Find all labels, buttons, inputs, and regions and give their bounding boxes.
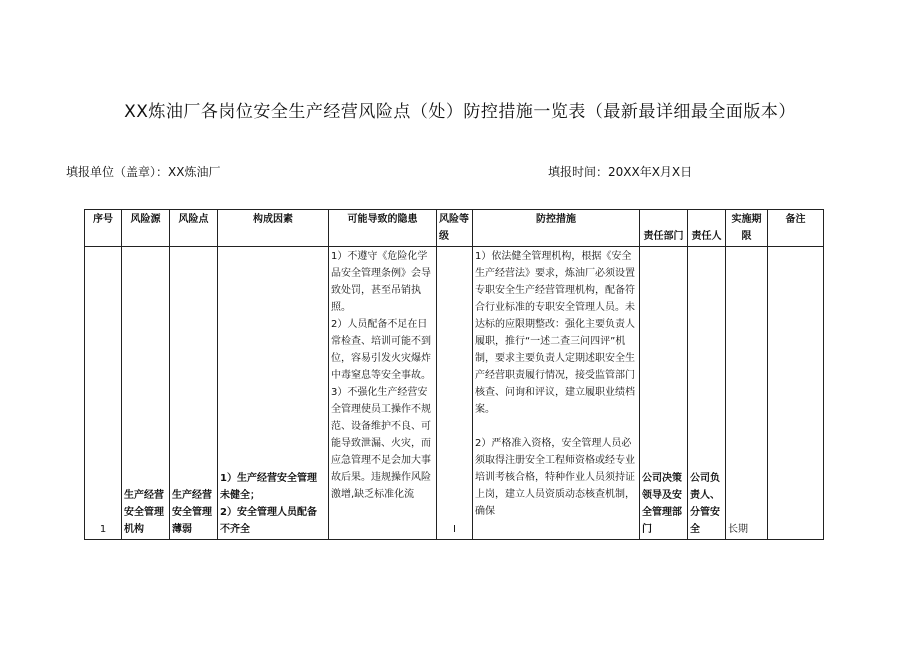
header-level: 风险等级: [437, 210, 473, 247]
cell-remark: [768, 247, 824, 540]
measure-item: 2）严格准入资格，安全管理人员必须取得注册安全工程师资格或经专业培训考核合格，特种作业人员须持证上岗，建立人员资质动态核查机制，确保: [475, 438, 635, 517]
factor-item: 2）安全管理人员配备不齐全: [220, 507, 317, 535]
cell-dept: 公司决策领导及安全管理部门: [640, 247, 688, 540]
cell-point: 生产经营安全管理薄弱: [170, 247, 218, 540]
cell-hazards: [329, 247, 437, 540]
factor-item: 1）生产经营安全管理未健全；: [220, 473, 317, 501]
header-no: 序号: [85, 210, 122, 247]
page-title: XX炼油厂各岗位安全生产经营风险点（处）防控措施一览表（最新最详细最全面版本）: [124, 102, 796, 122]
cell-period: 长期: [726, 247, 768, 540]
reporting-date: 填报时间：20XX年X月X日: [548, 165, 693, 179]
hazard-item: 3）不强化生产经营安全管理使员工操作不规范、设备维护不良、可能导致泄漏、火灾，而应急管理不足会加大事故后果。违规操作风险激增,缺乏标准化流: [331, 387, 431, 500]
header-factors: 构成因素: [218, 210, 329, 247]
header-point: 风险点: [170, 210, 218, 247]
table-header-row: [85, 210, 824, 247]
header-period: 实施期限: [726, 210, 768, 247]
measure-item: 1）依法健全管理机构，根据《安全生产经营法》要求，炼油厂必须设置专职安全生产经营管理机构，配备符合行业标准的专职安全管理人员。未达标的应限期整改：强化主要负责人履职，推行“一述二查三问四评”机制，要求主要负责人定期述职安全生产经营职责履行情况，接受监管部门核查、问询和评议，建立履职业绩档案。: [475, 251, 635, 415]
header-source: 风险源: [122, 210, 170, 247]
header-person: 责任人: [688, 210, 726, 247]
measure-gap: [475, 418, 637, 435]
cell-measures: [473, 247, 640, 540]
header-hazards: 可能导致的隐患: [329, 210, 437, 247]
header-remark: 备注: [768, 210, 824, 247]
cell-level: I: [437, 247, 473, 540]
cell-factors: [218, 247, 329, 540]
hazard-item: 1）不遵守《危险化学品安全管理条例》会导致处罚，甚至吊销执照。: [331, 251, 431, 313]
table-row: [85, 247, 824, 540]
header-measures: 防控措施: [473, 210, 640, 247]
risk-control-table: [84, 209, 824, 540]
hazard-item: 2）人员配备不足在日常检查、培训可能不到位，容易引发火灾爆炸中毒窒息等安全事故。: [331, 319, 431, 381]
reporting-unit: 填报单位（盖章）：XX炼油厂: [66, 165, 221, 179]
header-dept: 责任部门: [640, 210, 688, 247]
cell-no: 1: [85, 247, 122, 540]
cell-person: 公司负责人、分管安全: [688, 247, 726, 540]
cell-source: 生产经营安全管理机构: [122, 247, 170, 540]
